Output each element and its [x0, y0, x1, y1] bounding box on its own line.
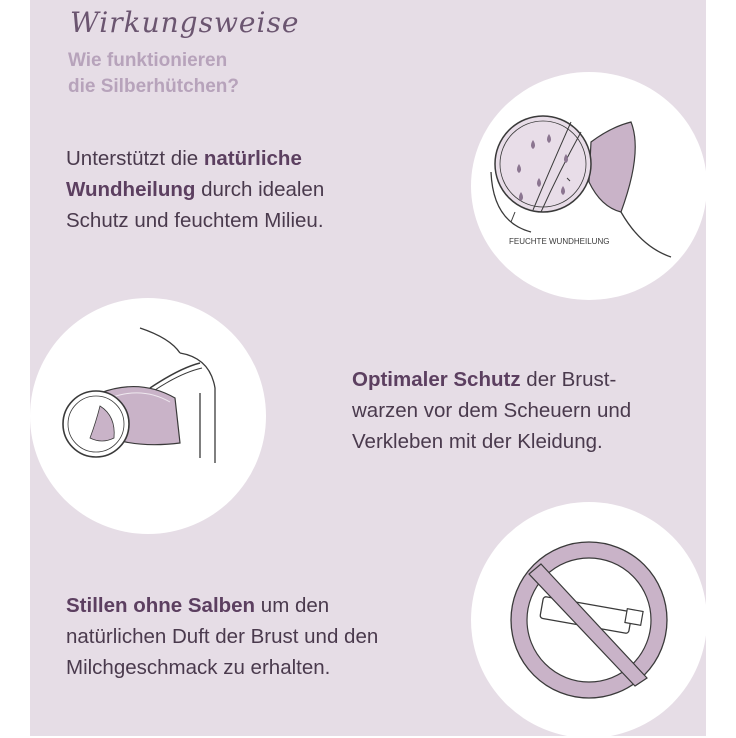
subtitle — [68, 48, 239, 100]
wound-healing-illustration — [471, 72, 707, 300]
section-3-line-2: natürlichen Duft der Brust und den — [66, 625, 379, 648]
section-salben-text — [66, 590, 446, 683]
section-3-line-1 — [66, 590, 446, 621]
text-before: Unterstützt die — [66, 147, 204, 170]
section-1-line-1 — [66, 143, 396, 174]
bra-illustration — [30, 298, 266, 534]
section-1-line-3: Schutz und feuchtem Milieu. — [66, 209, 324, 232]
bold-phrase: Stillen ohne Salben — [66, 594, 256, 617]
illustration-caption: FEUCHTE WUNDHEILUNG — [509, 237, 610, 246]
bra-with-nipple-shield-icon — [30, 298, 266, 534]
text-after: durch idealen — [195, 178, 325, 201]
section-3-line-3: Milchgeschmack zu erhalten. — [66, 656, 331, 679]
section-2-line-2: warzen vor dem Scheuern und — [352, 399, 632, 422]
bold-phrase-part1: natürliche — [203, 147, 302, 170]
subtitle-line-1: Wie funktionieren — [68, 50, 228, 71]
section-2-line-3: Verkleben mit der Kleidung. — [352, 430, 603, 453]
moist-wound-healing-icon — [471, 72, 707, 300]
text-after: der Brust- — [520, 368, 617, 391]
no-ointment-icon — [471, 502, 707, 738]
section-2-line-1 — [352, 364, 692, 395]
bold-phrase-part2: Wundheilung — [66, 178, 196, 201]
no-ointment-illustration — [471, 502, 707, 738]
bold-phrase: Optimaler Schutz — [352, 368, 521, 391]
section-wundheilung-text — [66, 143, 396, 236]
section-schutz-text — [352, 364, 692, 457]
script-title: Wirkungsweise — [70, 6, 300, 39]
section-1-line-2 — [66, 174, 396, 205]
text-after: um den — [255, 594, 330, 617]
subtitle-line-2: die Silberhütchen? — [68, 76, 240, 97]
